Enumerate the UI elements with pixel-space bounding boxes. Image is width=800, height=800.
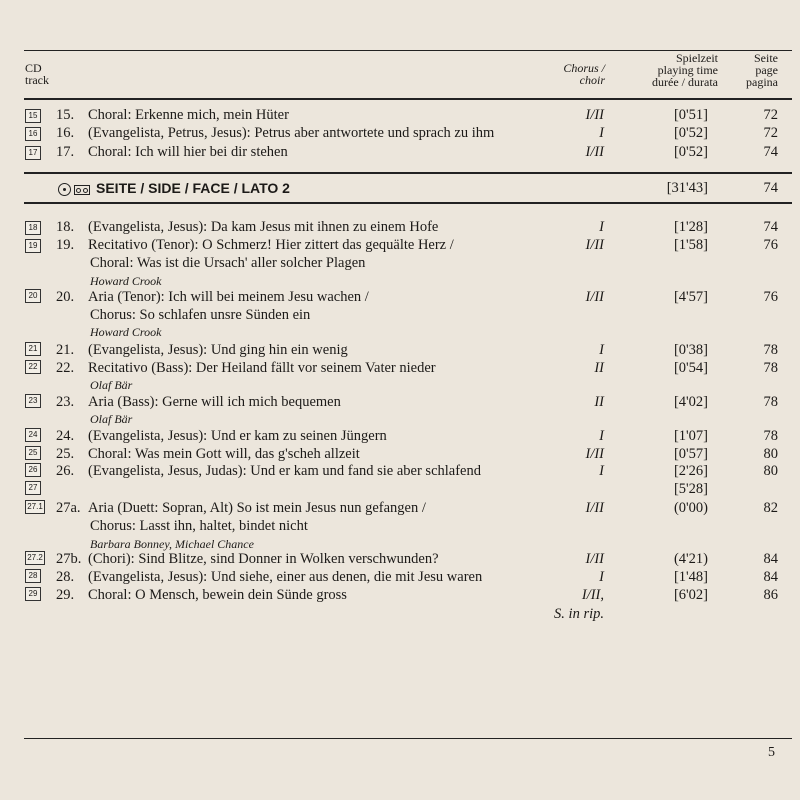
track-page: 84 bbox=[763, 569, 778, 585]
track-title: (Evangelista, Jesus): Und er kam zu seinen Jüngern bbox=[88, 428, 387, 444]
track-page: 80 bbox=[763, 446, 778, 462]
track-number: 27a. bbox=[56, 500, 81, 516]
track-chorus: I/II bbox=[585, 446, 604, 462]
track-row bbox=[0, 551, 800, 569]
track-box: 29 bbox=[25, 587, 41, 601]
track-row bbox=[0, 107, 800, 125]
performer: Olaf Bär bbox=[90, 378, 133, 392]
track-row-continuation bbox=[0, 606, 800, 624]
track-number: 17. bbox=[56, 144, 75, 160]
track-box: 28 bbox=[25, 569, 41, 583]
track-row-continuation bbox=[0, 255, 800, 273]
track-number: 28. bbox=[56, 569, 75, 585]
track-box: 27.2 bbox=[25, 551, 45, 565]
track-chorus: I bbox=[599, 463, 604, 479]
track-number: 25. bbox=[56, 446, 75, 462]
track-page: 82 bbox=[763, 500, 778, 516]
track-chorus: I/II bbox=[585, 289, 604, 305]
track-time: (4'21) bbox=[673, 551, 708, 567]
track-time: [0'38] bbox=[673, 342, 708, 358]
track-time: [6'02] bbox=[673, 587, 708, 603]
bottom-rule bbox=[24, 738, 792, 739]
track-box: 17 bbox=[25, 146, 41, 160]
side-row bbox=[0, 180, 800, 198]
performer: Olaf Bär bbox=[90, 412, 133, 426]
track-time: [0'52] bbox=[673, 125, 708, 141]
track-time: [2'26] bbox=[673, 463, 708, 479]
track-row bbox=[0, 289, 800, 307]
track-page: 80 bbox=[763, 463, 778, 479]
side-rule-bottom bbox=[24, 202, 792, 204]
track-number: 18. bbox=[56, 219, 75, 235]
track-page: 84 bbox=[763, 551, 778, 567]
track-page: 76 bbox=[763, 237, 778, 253]
track-time: [0'57] bbox=[673, 446, 708, 462]
track-box: 21 bbox=[25, 342, 41, 356]
side-label: SEITE / SIDE / FACE / LATO 2 bbox=[96, 180, 290, 196]
track-row bbox=[0, 569, 800, 587]
track-row bbox=[0, 500, 800, 518]
track-title: (Evangelista, Petrus, Jesus): Petrus aber antwortete und sprach zu ihm bbox=[88, 125, 495, 141]
track-row bbox=[0, 428, 800, 446]
track-page: 74 bbox=[763, 144, 778, 160]
track-row bbox=[0, 144, 800, 162]
track-box: 19 bbox=[25, 239, 41, 253]
track-page: 74 bbox=[763, 219, 778, 235]
track-title: Recitativo (Tenor): O Schmerz! Hier zittert das gequälte Herz / bbox=[88, 237, 454, 253]
track-box: 15 bbox=[25, 109, 41, 123]
track-title: (Evangelista, Jesus, Judas): Und er kam und fand sie aber schlafend bbox=[88, 463, 481, 479]
track-title-line2: Chorus: Lasst ihn, haltet, bindet nicht bbox=[90, 518, 308, 534]
track-box: 22 bbox=[25, 360, 41, 374]
track-box: 27 bbox=[25, 481, 41, 495]
track-number: 26. bbox=[56, 463, 75, 479]
track-title: Choral: Erkenne mich, mein Hüter bbox=[88, 107, 289, 123]
track-row bbox=[0, 125, 800, 143]
track-page: 78 bbox=[763, 394, 778, 410]
track-time: (0'00) bbox=[673, 500, 708, 516]
track-row bbox=[0, 587, 800, 605]
track-chorus: I/II bbox=[585, 237, 604, 253]
track-time: [1'58] bbox=[673, 237, 708, 253]
track-chorus: I/II bbox=[585, 500, 604, 516]
track-chorus: I bbox=[599, 342, 604, 358]
track-number: 15. bbox=[56, 107, 75, 123]
track-page: 72 bbox=[763, 107, 778, 123]
track-box: 23 bbox=[25, 394, 41, 408]
header-time: Spielzeit playing time durée / durata bbox=[652, 51, 718, 89]
track-title: (Evangelista, Jesus): Und ging hin ein wenig bbox=[88, 342, 348, 358]
track-title: Choral: Ich will hier bei dir stehen bbox=[88, 144, 288, 160]
track-chorus: I/II bbox=[585, 551, 604, 567]
track-page: 76 bbox=[763, 289, 778, 305]
track-title: Choral: O Mensch, bewein dein Sünde gross bbox=[88, 587, 347, 603]
header-cd-track: CD track bbox=[25, 61, 49, 87]
track-page: 78 bbox=[763, 342, 778, 358]
track-time: [4'02] bbox=[673, 394, 708, 410]
track-box: 24 bbox=[25, 428, 41, 442]
track-box: 18 bbox=[25, 221, 41, 235]
track-chorus: I bbox=[599, 125, 604, 141]
track-title: Aria (Duett: Sopran, Alt) So ist mein Jesus nun gefangen / bbox=[88, 500, 426, 516]
track-row bbox=[0, 360, 800, 378]
performer: Howard Crook bbox=[90, 325, 162, 339]
page-number: 5 bbox=[768, 745, 775, 760]
track-box: 16 bbox=[25, 127, 41, 141]
track-page: 78 bbox=[763, 428, 778, 444]
track-title: (Chori): Sind Blitze, sind Donner in Wolken verschwunden? bbox=[88, 551, 439, 567]
track-number: 24. bbox=[56, 428, 75, 444]
performer: Barbara Bonney, Michael Chance bbox=[90, 537, 254, 551]
track-time: [0'54] bbox=[673, 360, 708, 376]
side-page: 74 bbox=[763, 180, 778, 196]
track-row bbox=[0, 463, 800, 481]
track-row bbox=[0, 342, 800, 360]
side-time: [31'43] bbox=[666, 180, 708, 196]
track-box: 25 bbox=[25, 446, 41, 460]
track-chorus: I/II, bbox=[581, 587, 604, 603]
track-row-continuation bbox=[0, 518, 800, 536]
track-row bbox=[0, 237, 800, 255]
track-number: 16. bbox=[56, 125, 75, 141]
track-number: 19. bbox=[56, 237, 75, 253]
track-page: 78 bbox=[763, 360, 778, 376]
track-number: 20. bbox=[56, 289, 75, 305]
track-number: 27b. bbox=[56, 551, 82, 567]
track-row bbox=[0, 446, 800, 464]
track-row bbox=[0, 394, 800, 412]
track-title: Choral: Was mein Gott will, das g'scheh allzeit bbox=[88, 446, 360, 462]
track-chorus: II bbox=[594, 360, 604, 376]
track-box: 27.1 bbox=[25, 500, 45, 514]
track-title: Recitativo (Bass): Der Heiland fällt vor seinem Vater nieder bbox=[88, 360, 436, 376]
track-chorus-line2: S. in rip. bbox=[554, 606, 604, 622]
track-number: 29. bbox=[56, 587, 75, 603]
track-page: 72 bbox=[763, 125, 778, 141]
track-time: [1'28] bbox=[673, 219, 708, 235]
track-title: Aria (Tenor): Ich will bei meinem Jesu wachen / bbox=[88, 289, 369, 305]
track-number: 21. bbox=[56, 342, 75, 358]
track-chorus: I bbox=[599, 219, 604, 235]
track-chorus: I/II bbox=[585, 107, 604, 123]
track-title: (Evangelista, Jesus): Und siehe, einer aus denen, die mit Jesu waren bbox=[88, 569, 483, 585]
track-time: [5'28] bbox=[673, 481, 708, 497]
track-title-line2: Chorus: So schlafen unsre Sünden ein bbox=[90, 307, 311, 323]
track-time: [0'52] bbox=[673, 144, 708, 160]
track-page: 86 bbox=[763, 587, 778, 603]
header-rule bbox=[24, 98, 792, 100]
track-chorus: I bbox=[599, 428, 604, 444]
track-title: Aria (Bass): Gerne will ich mich bequemen bbox=[88, 394, 341, 410]
track-box: 20 bbox=[25, 289, 41, 303]
track-time: [1'48] bbox=[673, 569, 708, 585]
track-row bbox=[0, 219, 800, 237]
track-chorus: II bbox=[594, 394, 604, 410]
track-title-line2: Choral: Was ist die Ursach' aller solcher Plagen bbox=[90, 255, 366, 271]
side-rule-top bbox=[24, 172, 792, 174]
track-number: 22. bbox=[56, 360, 75, 376]
track-title: (Evangelista, Jesus): Da kam Jesus mit ihnen zu einem Hofe bbox=[88, 219, 439, 235]
header-page: Seite page pagina bbox=[746, 51, 778, 89]
track-number: 23. bbox=[56, 394, 75, 410]
track-row bbox=[0, 481, 800, 499]
track-chorus: I/II bbox=[585, 144, 604, 160]
track-time: [4'57] bbox=[673, 289, 708, 305]
performer: Howard Crook bbox=[90, 274, 162, 288]
track-chorus: I bbox=[599, 569, 604, 585]
track-box: 26 bbox=[25, 463, 41, 477]
track-row-continuation bbox=[0, 307, 800, 325]
track-time: [0'51] bbox=[673, 107, 708, 123]
header-chorus: Chorus / choir bbox=[563, 61, 605, 87]
track-time: [1'07] bbox=[673, 428, 708, 444]
